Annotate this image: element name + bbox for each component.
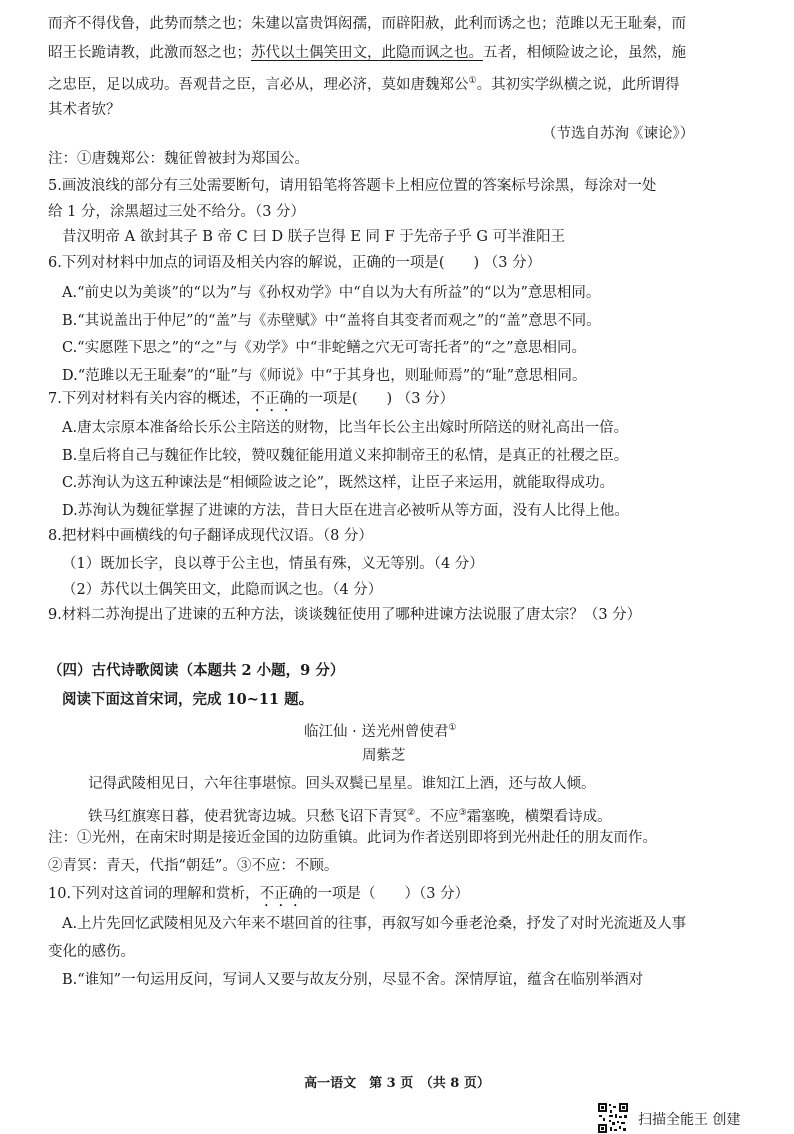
q7-option-a: A.唐太宗原本准备给长乐公主陪送的财物，比当年长公主出嫁时所陪送的财礼高出一倍。 bbox=[62, 420, 629, 436]
q6-option-a: A.“前史以为美谈”的“以为”与《孙权劝学》中“自以为大有所益”的“以为”意思相同。 bbox=[62, 285, 601, 301]
poem-text: 霜塞晚，横槊看诗成。 bbox=[466, 808, 612, 825]
qr-code-icon bbox=[597, 1102, 629, 1134]
passage-text: 而齐不得伐鲁，此势而禁之也； bbox=[48, 16, 251, 32]
poem-title bbox=[304, 718, 456, 742]
q7-option-d: D.苏洵认为魏征掌握了进谏的方法，昔日大臣在进言必被听从等方面，没有人比得上他。 bbox=[62, 503, 629, 519]
poem-line-2 bbox=[88, 803, 612, 827]
passage-line-1 bbox=[48, 14, 686, 34]
page-footer: 高一语文 第 3 页 （共 8 页） bbox=[304, 1076, 490, 1091]
passage-line-2 bbox=[48, 43, 686, 63]
q6-stem: 6.下列对材料中加点的词语及相关内容的解说，正确的一项是( ) （3 分） bbox=[48, 255, 542, 271]
section-4-heading: （四）古代诗歌阅读（本题共 2 小题，9 分） bbox=[48, 662, 345, 679]
q6-option-b: B.“其说盖出于仲尼”的“盖”与《赤壁赋》中“盖将自其变者而观之”的“盖”意思不同。 bbox=[62, 313, 601, 329]
poem-line-1: 记得武陵相见日，六年往事堪惊。回头双鬓已星星。谁知江上酒，还与故人倾。 bbox=[88, 776, 596, 792]
poem-author: 周紫芝 bbox=[362, 748, 406, 764]
emphasis-text: 不正确 bbox=[259, 886, 304, 902]
q7-stem bbox=[48, 389, 454, 415]
q10-option-a-line-2: 变化的感伤。 bbox=[48, 944, 135, 960]
q8-sentence-1: （1）既加长字，良以尊于公主也，情虽有殊，义无等别。（4 分） bbox=[62, 556, 484, 572]
passage-text: 之忠臣，足以成功。吾观昔之臣，言必从，理必济，莫如唐魏郑公 bbox=[48, 76, 469, 93]
scanner-watermark: 扫描全能王 创建 bbox=[638, 1112, 741, 1128]
footnote-marker: ① bbox=[448, 723, 457, 733]
q5-stem-line-1: 5.画波浪线的部分有三处需要断句，请用铅笔将答题卡上相应位置的答案标号涂黑，每涂对一处 bbox=[48, 178, 657, 194]
passage-text: 五者，相倾险诐之论，虽然，施 bbox=[483, 45, 686, 61]
poem-note-2: ②青冥：青天，代指“朝廷”。③不应：不顾。 bbox=[48, 858, 339, 874]
footnote-marker: ② bbox=[407, 808, 416, 818]
emphasis-text: 不正确 bbox=[250, 391, 294, 407]
q9-stem: 9.材料二苏洵提出了进谏的五种方法，谈谈魏征使用了哪种进谏方法说服了唐太宗？（3 分） bbox=[48, 607, 642, 623]
passage-source: （节选自苏洵《谏论》） bbox=[542, 126, 695, 142]
q7-option-c: C.苏洵认为这五种谏法是“相倾险诐之论”，既然这样，让臣子来运用，就能取得成功。 bbox=[62, 475, 615, 491]
q5-sentence: 昔汉明帝 A 欲封其子 B 帝 C 曰 D 朕子岂得 E 同 F 于先帝子乎 G 可半淮阳王 bbox=[62, 229, 566, 245]
q6-option-d: D.“范雎以无王耻秦”的“耻”与《师说》中“于其身也，则耻师焉”的“耻”意思相同。 bbox=[62, 368, 587, 384]
q10-stem-text: 10.下列对这首词的理解和赏析， bbox=[48, 886, 260, 902]
underlined-sentence: 苏代以土偶笑田文，此隐而讽之也。 bbox=[251, 45, 483, 61]
q7-stem-text: 7.下列对材料有关内容的概述， bbox=[48, 391, 251, 407]
poem-text: 。不应 bbox=[415, 808, 459, 825]
q10-option-b-line-1: B.“谁知”一句运用反问，写词人又要与故友分别，尽显不舍。深情厚谊，蕴含在临别举酒对 bbox=[62, 972, 644, 988]
note-1: 注：①唐魏郑公：魏征曾被封为郑国公。 bbox=[48, 151, 309, 167]
passage-line-4: 其术者欤？ bbox=[48, 102, 121, 118]
q10-stem bbox=[48, 884, 469, 910]
footnote-marker: ① bbox=[468, 76, 477, 86]
q8-stem: 8.把材料中画横线的句子翻译成现代汉语。（8 分） bbox=[48, 528, 373, 544]
passage-text: 朱建以富贵饵闳孺，而辟阳赦，此利而诱之也；范雎以无王耻秦，而 bbox=[251, 16, 686, 32]
poem-note-1: 注：①光州，在南宋时期是接近金国的边防重镇。此词为作者送别即将到光州赴任的朋友而作。 bbox=[48, 830, 657, 846]
q6-option-c: C.“实愿陛下思之”的“之”与《劝学》中“非蛇鳝之穴无可寄托者”的“之”意思相同。 bbox=[62, 340, 586, 356]
q10-stem-text: 的一项是（ ）（3 分） bbox=[303, 886, 470, 902]
footnote-marker: ③ bbox=[458, 808, 467, 818]
passage-line-3 bbox=[48, 71, 680, 95]
section-4-intro: 阅读下面这首宋词，完成 10~11 题。 bbox=[62, 691, 314, 708]
poem-text: 铁马红旗寒日暮，使君犹寄边城。只愁飞诏下青冥 bbox=[88, 808, 407, 825]
q7-stem-text: 的一项是( ) （3 分） bbox=[293, 391, 455, 407]
q8-sentence-2: （2）苏代以土偶笑田文，此隐而讽之也。（4 分） bbox=[62, 582, 383, 598]
q7-option-b: B.皇后将自己与魏征作比较，赞叹魏征能用道义来抑制帝王的私情，是真正的社稷之臣。 bbox=[62, 448, 629, 464]
passage-text: 。其初实学纵横之说，此所谓得 bbox=[476, 76, 680, 93]
q5-stem-line-2: 给 1 分，涂黑超过三处不给分。（3 分） bbox=[48, 204, 306, 220]
q10-option-a-line-1: A.上片先回忆武陵相见及六年来不堪回首的往事，再叙写如今垂老沧桑，抒发了对时光流逝及人事 bbox=[62, 916, 687, 932]
poem-title-text: 临江仙 · 送光州曾使君 bbox=[304, 723, 449, 740]
passage-text: 昭王长跪请教，此激而怒之也； bbox=[48, 45, 251, 61]
